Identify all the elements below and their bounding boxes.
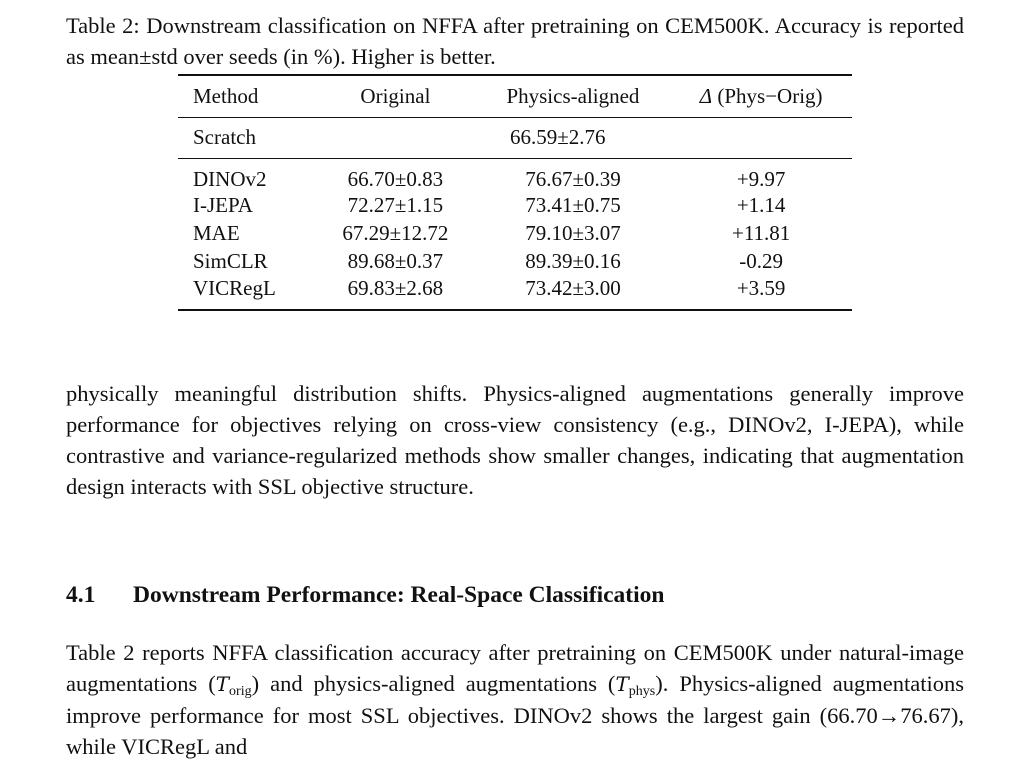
transform-phys-symbol: T (615, 672, 629, 696)
row-physics: 76.67±0.39 (525, 166, 621, 191)
row-method: SimCLR (193, 249, 268, 274)
delta-label: (Phys−Orig) (717, 83, 823, 108)
header-original: Original (360, 83, 431, 108)
section-heading (66, 582, 664, 609)
table-row (178, 192, 852, 220)
results-table (178, 74, 852, 311)
row-original: 67.29±12.72 (342, 221, 449, 246)
row-original: 66.70±0.83 (347, 166, 444, 191)
caption-label: Table 2: (66, 13, 140, 38)
row-delta: +3.59 (736, 276, 786, 301)
caption-text: Downstream classification on NFFA after pretraining on CEM500K. Accuracy is reported as mean±std over seeds (in %). Higher is better. (66, 13, 965, 69)
header-method: Method (193, 83, 259, 108)
table-caption (66, 10, 964, 72)
methods-section (178, 158, 852, 310)
row-delta: +9.97 (736, 166, 786, 191)
row-original: 69.83±2.68 (347, 276, 444, 301)
transform-orig-symbol: T (215, 672, 230, 696)
row-physics: 73.41±0.75 (525, 193, 621, 218)
row-method: MAE (193, 221, 240, 246)
row-method: VICRegL (193, 276, 276, 301)
row-original: 89.68±0.37 (347, 249, 444, 274)
table-row (178, 276, 852, 310)
body-paragraph-2 (66, 637, 964, 762)
baseline-method: Scratch (193, 125, 256, 149)
row-method: I-JEPA (193, 193, 253, 218)
transform-phys-subscript: phys (628, 684, 656, 699)
row-physics: 79.10±3.07 (525, 221, 621, 246)
baseline-empty-cell (670, 117, 852, 158)
paragraph2-part3: ). Physics-aligned augmentations improve performance for most SSL objectives. DINOv2 shows the largest gain (66.70→76.67), while VICRegL and (66, 671, 965, 759)
header-physics-aligned: Physics-aligned (506, 83, 640, 108)
section-number: 4.1 (66, 582, 96, 608)
header-row (178, 75, 852, 117)
row-physics: 89.39±0.16 (525, 249, 621, 274)
section-title: Downstream Performance: Real-Space Classification (133, 582, 665, 608)
table-row (178, 248, 852, 276)
body-paragraph-1: physically meaningful distribution shifts. Physics-aligned augmentations generally improve performance for objectives relying on cross-view consistency (e.g., DINOv2, I-JEPA), while contrastive and variance-regularized methods show smaller changes, indicating that augmentation design interacts with SSL objective structure. (66, 381, 964, 499)
header-delta (670, 75, 852, 117)
row-delta: +1.14 (736, 193, 786, 218)
row-method: DINOv2 (193, 166, 267, 191)
baseline-row (178, 117, 852, 158)
paragraph2-part2: ) and physics-aligned augmentations ( (251, 671, 616, 696)
paragraph2-part1: Table 2 reports NFFA classification accuracy after pretraining on CEM500K under natural-image augmentations ( (66, 640, 964, 696)
baseline-section (178, 117, 852, 158)
baseline-value: 66.59±2.76 (509, 125, 606, 149)
row-delta: +11.81 (731, 221, 791, 246)
row-delta: -0.29 (739, 249, 784, 274)
table-header (178, 75, 852, 117)
transform-orig-subscript: orig (229, 684, 252, 699)
table-row (178, 220, 852, 248)
table-row (178, 158, 852, 192)
delta-symbol: Δ (699, 83, 713, 108)
row-physics: 73.42±3.00 (525, 276, 621, 301)
row-original: 72.27±1.15 (347, 193, 444, 218)
